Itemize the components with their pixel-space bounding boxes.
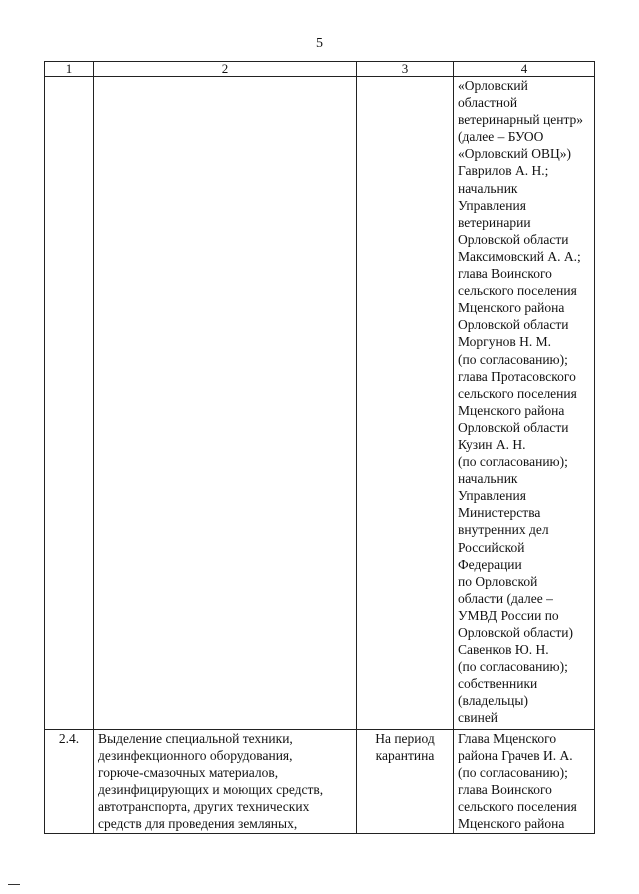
text-line: Моргунов Н. М. xyxy=(458,334,552,350)
text-line: сельского поселения xyxy=(458,283,577,299)
text-line: Максимовский А. А.; xyxy=(458,248,581,264)
cont-cell-number xyxy=(45,77,94,730)
text-line: На период xyxy=(375,731,435,746)
text-line: Мценского района xyxy=(458,402,565,418)
text-line: глава Воинского xyxy=(458,266,552,282)
text-line: областной xyxy=(458,95,518,111)
page-number: 5 xyxy=(316,36,323,51)
text-line: внутренних дел xyxy=(458,522,549,538)
text-line: начальник xyxy=(458,471,518,487)
text-line: УМВД России по xyxy=(458,607,559,623)
text-line: дезинфицирующих и моющих средств, xyxy=(98,782,324,798)
text-line: Министерства xyxy=(458,505,541,521)
text-line: собственники xyxy=(458,676,538,692)
row-period-text xyxy=(357,730,454,834)
text-line: глава Протасовского xyxy=(458,368,576,384)
text-line: (далее – БУОО xyxy=(458,129,544,145)
text-line: автотранспорта, других технических xyxy=(98,799,310,815)
row-measure-text xyxy=(94,730,357,834)
text-line: Российской xyxy=(458,539,525,555)
text-line: (по согласованию); xyxy=(458,659,568,675)
text-line: Мценского района xyxy=(458,300,565,316)
cont-cell-responsible xyxy=(454,77,595,730)
text-line: Управления xyxy=(458,197,526,213)
text-line: сельского поселения xyxy=(458,385,577,401)
text-line: (по согласованию); xyxy=(458,765,568,781)
text-line: по Орловской xyxy=(458,573,538,589)
text-line: Глава Мценского xyxy=(458,731,557,746)
text-line: карантина xyxy=(375,748,435,764)
text-line: Мценского района xyxy=(458,816,565,832)
text-line: Гаврилов А. Н.; xyxy=(458,163,549,179)
text-line: Орловской области) xyxy=(458,625,573,640)
text-line: Управления xyxy=(458,488,526,504)
text-line: ветеринарный центр» xyxy=(458,112,584,128)
text-line: «Орловский xyxy=(458,78,528,93)
text-line: начальник xyxy=(458,180,518,196)
table-header-row xyxy=(45,62,595,77)
text-line: района Грачев И. А. xyxy=(458,748,573,764)
text-line: свиней xyxy=(458,710,499,726)
text-line: горюче-смазочных материалов, xyxy=(98,765,279,781)
text-line: (по согласованию); xyxy=(458,454,568,470)
text-line: Савенков Ю. Н. xyxy=(458,642,549,658)
text-line: Орловской области xyxy=(458,231,569,247)
text-line: ветеринарии xyxy=(458,214,531,230)
text-line: сельского поселения xyxy=(458,799,577,815)
text-line: Орловской области xyxy=(458,317,569,333)
header-cell-1: 1 xyxy=(45,62,94,77)
header-cell-2: 2 xyxy=(94,62,357,77)
text-line: Орловской области xyxy=(458,419,569,435)
cont-cell-measure xyxy=(94,77,357,730)
text-line: области (далее – xyxy=(458,590,553,606)
table-row-2-4 xyxy=(45,730,595,834)
measures-table xyxy=(44,61,595,834)
header-cell-3: 3 xyxy=(357,62,454,77)
text-line: «Орловский ОВЦ») xyxy=(458,146,571,162)
text-line: Кузин А. Н. xyxy=(458,436,526,452)
table-row-continuation xyxy=(45,77,595,730)
text-line: средств для проведения земляных, xyxy=(98,816,298,832)
row-number: 2.4. xyxy=(45,730,94,834)
text-line: дезинфекционного оборудования, xyxy=(98,748,293,764)
text-line: Федерации xyxy=(458,556,522,572)
text-line: (по согласованию); xyxy=(458,351,568,367)
row-responsible-text xyxy=(454,730,595,834)
corner-mark xyxy=(8,884,20,885)
text-line: (владельцы) xyxy=(458,693,528,709)
cont-cell-period xyxy=(357,77,454,730)
text-line: Выделение специальной техники, xyxy=(98,731,293,746)
text-line: глава Воинского xyxy=(458,782,552,798)
header-cell-4: 4 xyxy=(454,62,595,77)
